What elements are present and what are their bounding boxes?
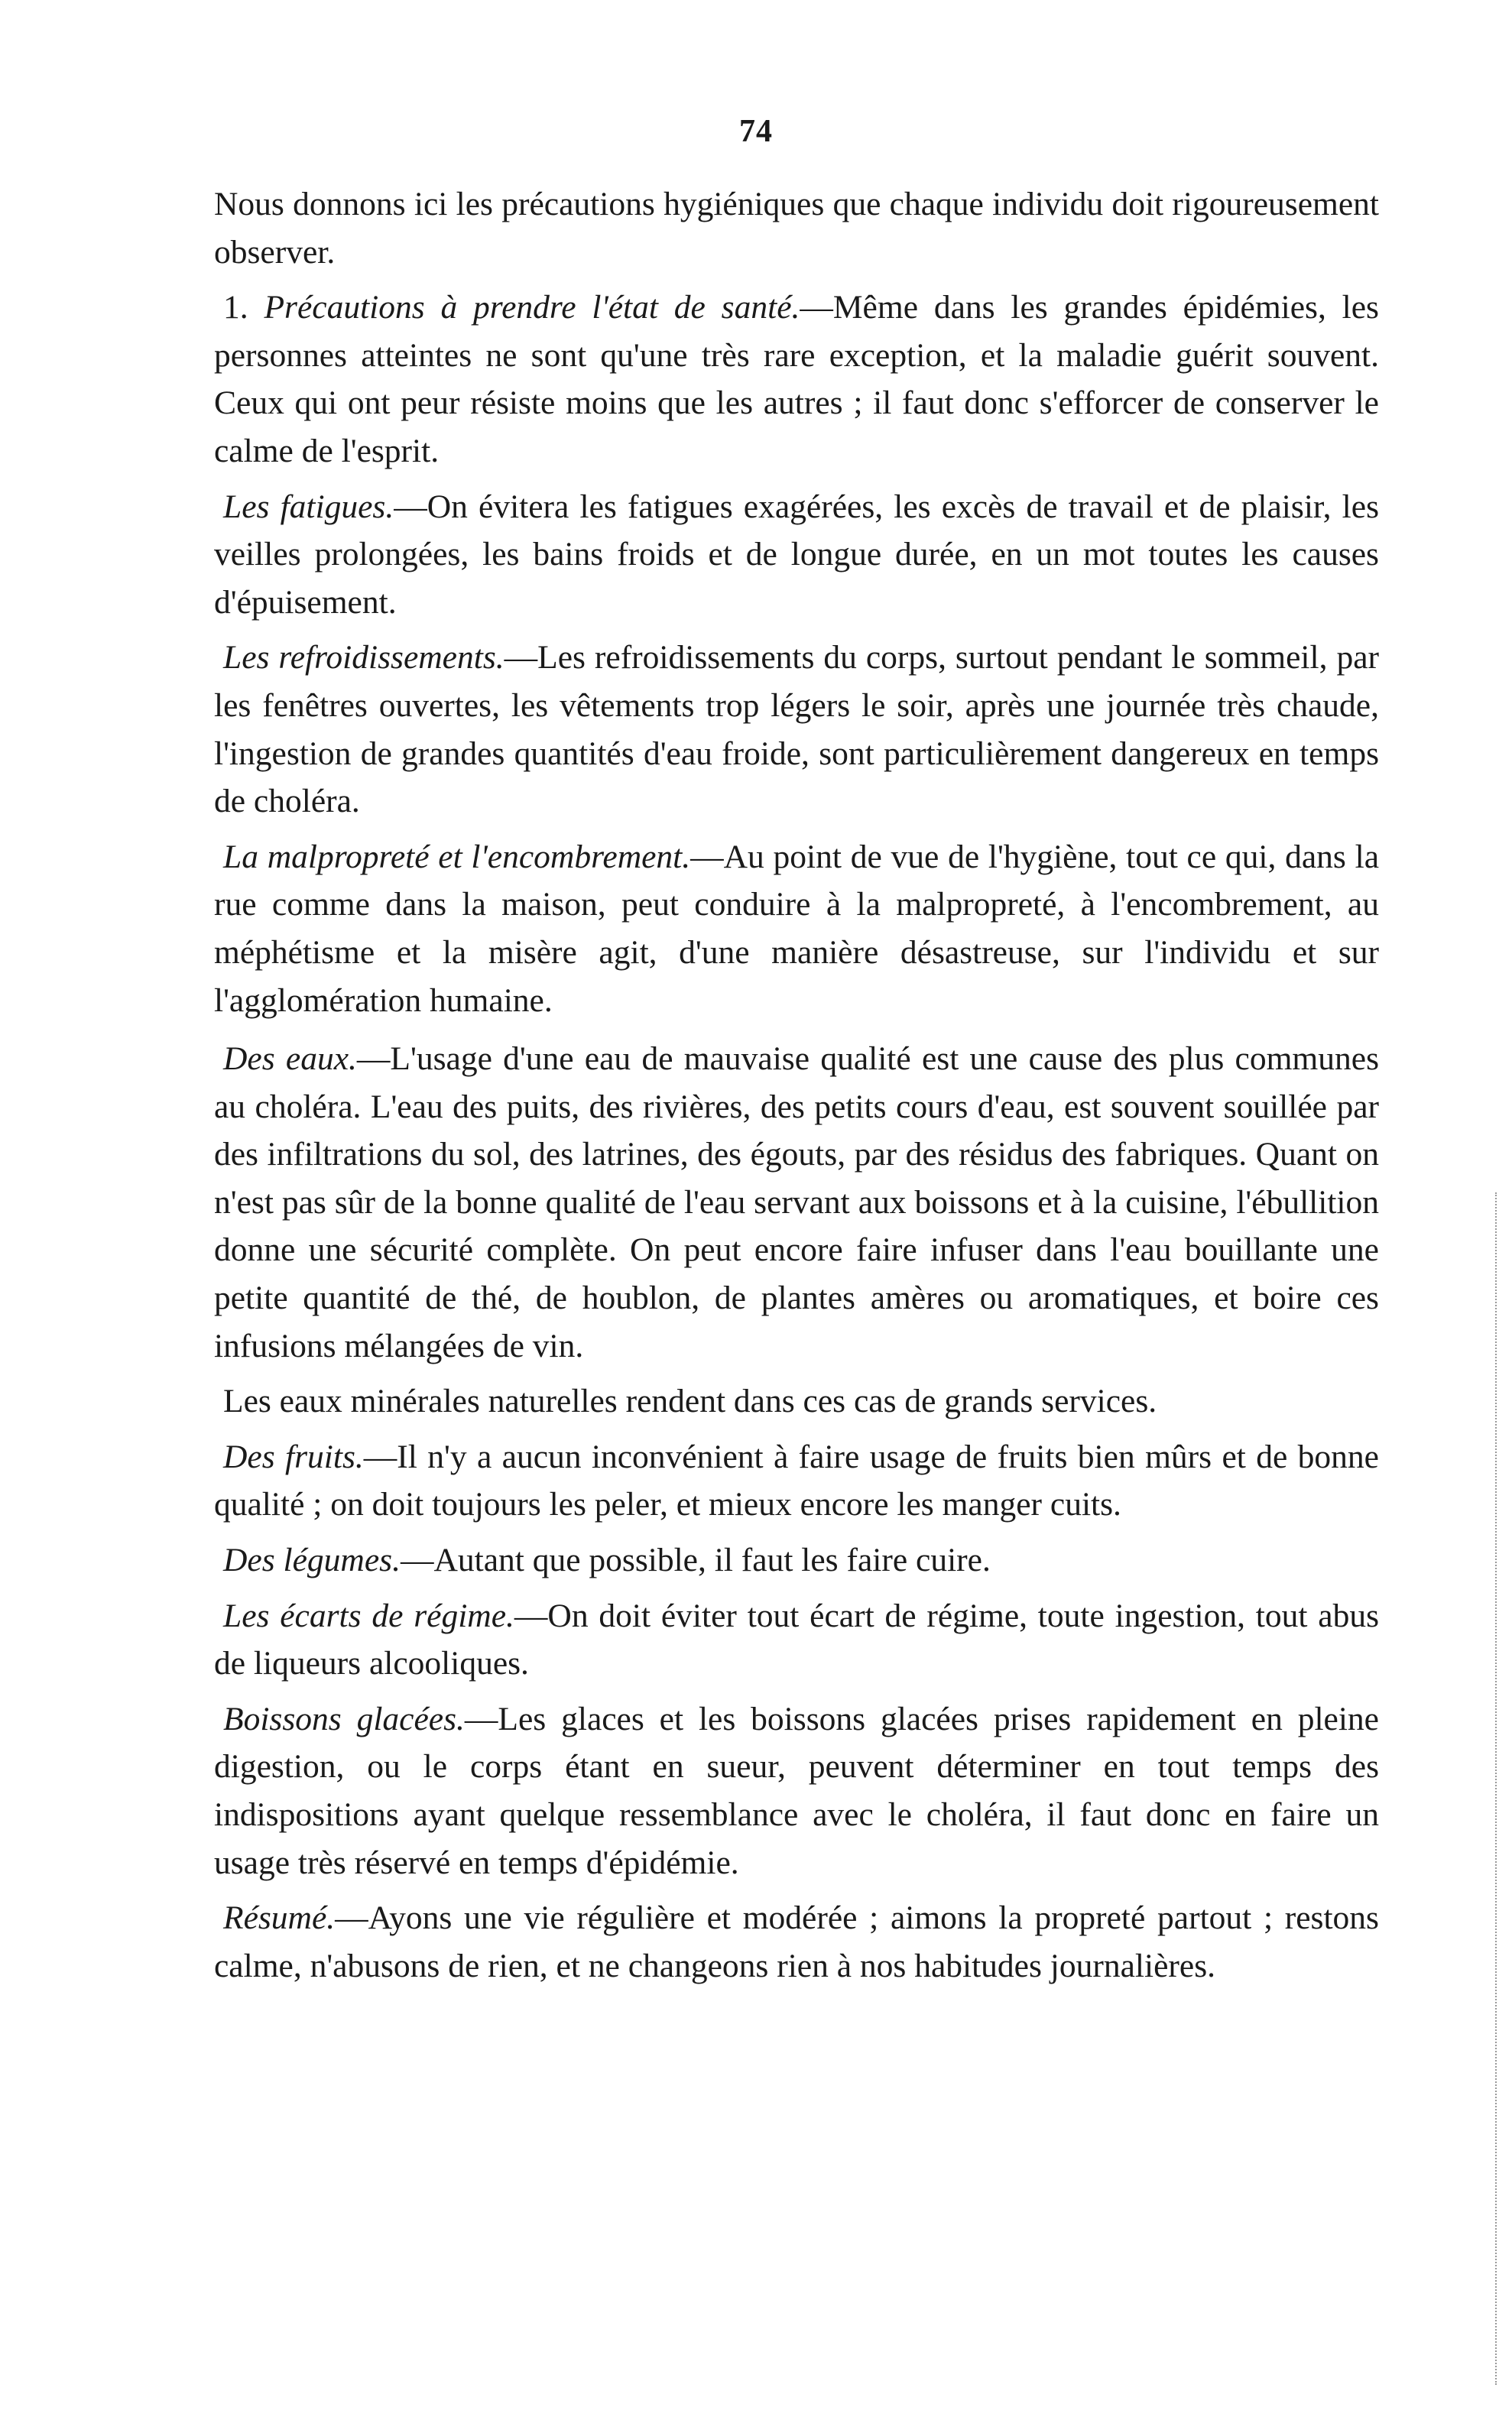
paragraph-heading: Des fruits. — [223, 1438, 364, 1475]
paragraph-heading: Des eaux. — [223, 1040, 357, 1078]
paragraph-heading: Précautions à prendre l'état de santé. — [264, 289, 800, 326]
paragraph-heading: Les écarts de régime. — [223, 1597, 514, 1634]
paragraph-heading: La malpropreté et l'encombrement. — [223, 838, 691, 875]
paragraph-body: —Ayons une vie régulière et modérée ; aimons la propreté partout ; restons calme, n'abusons de rien, et ne changeons rien à nos habitudes journalières. — [214, 1899, 1379, 1984]
paragraph-heading: Les fatigues. — [223, 488, 394, 525]
paragraph-body: Les eaux minérales naturelles rendent dans ces cas de grands services. — [223, 1383, 1157, 1420]
paragraph-precautions — [214, 284, 1379, 475]
paragraph-number: 1. — [223, 289, 264, 326]
intro-paragraph — [214, 180, 1379, 276]
paragraph-body: —On évitera les fatigues exagérées, les excès de travail et de plaisir, les veilles prolongées, les bains froids et de longue durée, en un mot toutes les causes d'épuisement. — [214, 488, 1379, 621]
text-block — [214, 180, 1379, 1990]
paragraph-body: —Il n'y a aucun inconvénient à faire usage de fruits bien mûrs et de bonne qualité ; on doit toujours les peler, et mieux encore les manger cuits. — [214, 1438, 1379, 1523]
paragraph-body: —On doit éviter tout écart de régime, toute ingestion, tout abus de liqueurs alcooliques. — [214, 1597, 1380, 1682]
paragraph-eaux — [214, 1035, 1379, 1370]
paragraph-legumes — [214, 1536, 1379, 1585]
page-number: 74 — [739, 114, 773, 149]
paragraph-heading: Les refroidissements. — [223, 639, 505, 676]
paragraph-body: —Les refroidissements du corps, surtout pendant le sommeil, par les fenêtres ouvertes, les vêtements trop légers le soir, après une journée très chaude, l'ingestion de grandes quantités d'eau froide, sont particulièrement dangereux en temps de choléra. — [214, 639, 1379, 820]
scan-edge-line — [1495, 1192, 1498, 2385]
paragraph-eaux-minerales — [214, 1377, 1379, 1426]
paragraph-body: —Même dans les grandes épidémies, les personnes atteintes ne sont qu'une très rare exception, et la maladie guérit souvent. Ceux qui ont peur résiste moins que les autres ; il faut donc s'efforcer de conserver le calme de l'esprit. — [214, 289, 1379, 469]
paragraph-fatigues — [214, 483, 1379, 627]
paragraph-heading: Résumé. — [223, 1899, 336, 1937]
paragraph-fruits — [214, 1433, 1379, 1529]
paragraph-heading: Des légumes. — [223, 1542, 401, 1579]
paragraph-refroidissements — [214, 634, 1379, 825]
paragraph-malproprete — [214, 833, 1379, 1024]
paragraph-body: —Autant que possible, il faut les faire cuire. — [400, 1542, 991, 1579]
paragraph-boissons — [214, 1695, 1379, 1886]
paragraph-body: —Les glaces et les boissons glacées prises rapidement en pleine digestion, ou le corps étant en sueur, peuvent déterminer en tout temps des indispositions ayant quelque ressemblance avec le choléra, il faut donc en faire un usage très réservé en temps d'épidémie. — [214, 1700, 1379, 1881]
paragraph-body: —L'usage d'une eau de mauvaise qualité est une cause des plus communes au choléra. L'eau des puits, des rivières, des petits cours d'eau, est souvent souillée par des infiltrations du sol, des latrines, des égouts, par des résidus des fabriques. Quant on n'est pas sûr de la bonne qualité de l'eau servant aux boissons et à la cuisine, l'ébullition donne une sécurité complète. On peut encore faire infuser dans l'eau bouillante une petite quantité de thé, de houblon, de plantes amères ou aromatiques, et boire ces infusions mélangées de vin. — [214, 1040, 1380, 1364]
intro-text: Nous donnons ici les précautions hygiéniques que chaque individu doit rigoureusement observer. — [214, 186, 1379, 271]
paragraph-resume — [214, 1894, 1379, 1990]
paragraph-ecarts — [214, 1592, 1379, 1688]
paragraph-body: —Au point de vue de l'hygiène, tout ce qui, dans la rue comme dans la maison, peut conduire à la malpropreté, à l'encombrement, au méphétisme et la misère agit, d'une manière désastreuse, sur l'individu et sur l'agglomération humaine. — [214, 838, 1379, 1019]
paragraph-heading: Boissons glacées. — [223, 1700, 465, 1737]
